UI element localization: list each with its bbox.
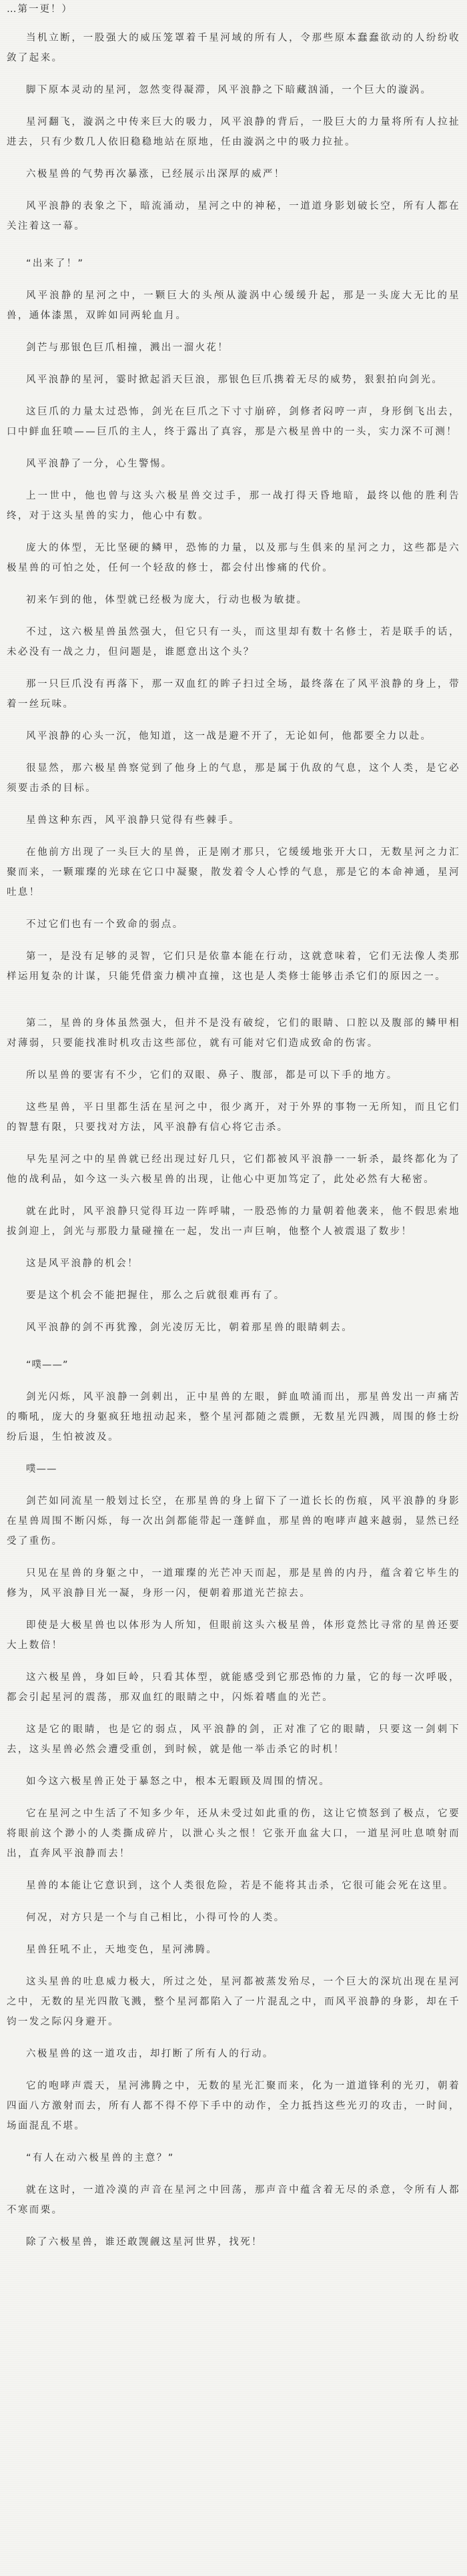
paragraph: 何况，对方只是一个与自己相比，小得可怜的人类。 (26, 1912, 286, 1923)
paragraph: “有人在动六极星兽的主意？” (26, 2153, 175, 2163)
paragraph: 在他前方出现了一头巨大的星兽，正是刚才那只，它缓缓地张开大口，无数星河之力汇聚而来，一颗璀璨的光球在它口中凝聚，散发着令人心悸的气息，那是它的本命神通，星河吐息！ (7, 847, 460, 898)
paragraph: 它的咆哮声震天，星河沸腾之中，无数的星光汇聚而来，化为一道道锋利的光刃，朝着四面八方激射而去，所有人都不得不停下手中的动作，全力抵挡这些光刃的攻击，一时间，场面混乱不堪。 (7, 2081, 460, 2131)
paragraph: 星兽的本能让它意识到，这个人类很危险，若是不能将其击杀，它很可能会死在这里。 (26, 1880, 455, 1891)
paragraph: 脚下原本灵动的星河，忽然变得凝滞，风平浪静之下暗藏汹涌，一个巨大的漩涡。 (26, 85, 432, 95)
paragraph: 它在星河之中生活了不知多少年，还从未受过如此重的伤，这让它愤怒到了极点，它要将眼前这个渺小的人类撕成碎片，以泄心头之恨！它张开血盆大口，一道星河吐息喷射而出，直奔风平浪静而去！ (7, 1808, 460, 1859)
paragraph: 六极星兽的气势再次暴涨，已经展示出深厚的威严！ (26, 169, 286, 180)
paragraph: 剑芒与那银色巨爪相撞，溅出一溜火花！ (26, 342, 229, 353)
chapter-update-header: …第一更！） (7, 4, 73, 15)
paragraph: 就在此时，风平浪静只觉得耳边一阵呼啸，一股恐怖的力量朝着他袭来，他不假思索地拔剑迎上，剑光与那股力量碰撞在一起，发出一声巨响，他整个人被震退了数步！ (7, 1206, 460, 1237)
paragraph: 噗—— (26, 1464, 57, 1475)
paragraph: 这头星兽的吐息威力极大，所过之处，星河都被蒸发殆尽，一个巨大的深坑出现在星河之中，无数的星光四散飞溅，整个星河都陷入了一片混乱之中，而风平浪静的身影，却在千钧一发之际闪身避开。 (7, 1977, 460, 2027)
paragraph: 剑芒如同流星一般划过长空，在那星兽的身上留下了一道长长的伤痕，风平浪静的身影在星兽周围不断闪烁，每一次出剑都能带起一蓬鲜血，那星兽的咆哮声越来越弱，显然已经受了重伤。 (7, 1496, 460, 1547)
paragraph: 庞大的体型，无比坚硬的鳞甲，恐怖的力量，以及那与生俱来的星河之力，这些都是六极星兽的可怕之处，任何一个轻敌的修士，都会付出惨痛的代价。 (7, 543, 460, 573)
paragraph: 风平浪静的星河，霎时掀起滔天巨浪，那银色巨爪携着无尽的威势，狠狠拍向剑光。 (26, 374, 444, 385)
paragraph: 早先星河之中的星兽就已经出现过好几只，它们都被风平浪静一一斩杀，最终都化为了他的战利品，如今这一头六极星兽的出现，让他心中更加笃定了，此处必然有大秘密。 (7, 1154, 460, 1185)
paragraph: 如今这六极星兽正处于暴怒之中，根本无暇顾及周围的情况。 (26, 1776, 331, 1787)
paragraph: 不过，这六极星兽虽然强大，但它只有一头，而这里却有数十名修士，若是联手的话，未必没有一战之力，但问题是，谁愿意出这个头？ (7, 627, 460, 658)
paragraph: 风平浪静的表象之下，暗流涌动，星河之中的神秘，一道道身影划破长空，所有人都在关注着这一幕。 (7, 201, 460, 232)
paragraph: 即使是大极星兽也以体形为人所知，但眼前这头六极星兽，体形竟然比寻常的星兽还要大上数倍！ (7, 1620, 460, 1651)
paragraph: 这是风平浪静的机会！ (26, 1258, 139, 1269)
paragraph: 初来乍到的他，体型就已经极为庞大，行动也极为敏捷。 (26, 595, 308, 605)
paragraph: 要是这个机会不能把握住，那么之后就很难再有了。 (26, 1290, 286, 1301)
paragraph: 所以星兽的要害有不少，它们的双眼、鼻子、腹部，都是可以下手的地方。 (26, 1070, 398, 1081)
paragraph: 当机立断，一股强大的威压笼罩着千星河域的所有人，令那些原本蠢蠢欲动的人纷纷收敛了起来。 (7, 33, 460, 63)
paragraph: 那一只巨爪没有再落下，那一双血红的眸子扫过全场，最终落在了风平浪静的身上，带着一丝玩味。 (7, 679, 460, 710)
paragraph: 星兽这种东西，风平浪静只觉得有些棘手。 (26, 815, 241, 826)
paragraph: 第一，是没有足够的灵智，它们只是依靠本能在行动，这就意味着，它们无法像人类那样运用复杂的计谋，只能凭借蛮力横冲直撞，这也是人类修士能够击杀它们的原因之一。 (7, 951, 460, 982)
paragraph: 这些星兽，平日里都生活在星河之中，很少离开，对于外界的事物一无所知，而且它们的智慧有限，只要找对方法，风平浪静有信心将它击杀。 (7, 1102, 460, 1133)
paragraph: 星兽狂吼不止，天地变色，星河沸腾。 (26, 1945, 218, 1955)
paragraph: 除了六极星兽，谁还敢觊觎这星河世界，找死！ (26, 2237, 263, 2248)
paragraph: 很显然，那六极星兽察觉到了他身上的气息，那是属于仇敌的气息，这个人类，是它必须要击杀的目标。 (7, 763, 460, 794)
paragraph: 上一世中，他也曾与这头六极星兽交过手，那一战打得天昏地暗，最终以他的胜利告终，对于这头星兽的实力，他心中有数。 (7, 491, 460, 521)
paragraph: 六极星兽的这一道攻击，却打断了所有人的行动。 (26, 2049, 274, 2059)
paragraph: 这六极星兽，身如巨岭，只看其体型，就能感受到它那恐怖的力量，它的每一次呼吸，都会引起星河的震荡，那双血红的眼睛之中，闪烁着嗜血的光芒。 (7, 1672, 460, 1703)
paragraph: 只见在星兽的身躯之中，一道璀璨的光芒冲天而起，那是星兽的内丹，蕴含着它毕生的修为，风平浪静目光一凝，身形一闪，便朝着那道光芒掠去。 (7, 1568, 460, 1599)
paragraph: 风平浪静的剑不再犹豫，剑光凌厉无比，朝着那星兽的眼睛刺去。 (26, 1322, 354, 1333)
paragraph: 剑光闪烁，风平浪静一剑刺出，正中星兽的左眼，鲜血喷涌而出，那星兽发出一声痛苦的嘶吼，庞大的身躯疯狂地扭动起来，整个星河都随之震颤，无数星光四溅，周围的修士纷纷后退，生怕被波及。 (7, 1392, 460, 1443)
paragraph: 这是它的眼睛，也是它的弱点，风平浪静的剑，正对准了它的眼睛，只要这一剑刺下去，这头星兽必然会遭受重创，到时候，就是他一举击杀它的时机！ (7, 1724, 460, 1755)
paragraph: 不过它们也有一个致命的弱点。 (26, 919, 184, 930)
paragraph: 风平浪静了一分，心生警惕。 (26, 459, 173, 469)
paragraph: “出来了！” (26, 258, 85, 269)
paragraph: 风平浪静的星河之中，一颗巨大的头颅从漩涡中心缓缓升起，那是一头庞大无比的星兽，通体漆黑，双眸如同两轮血月。 (7, 290, 460, 321)
paragraph: 就在这时，一道冷漠的声音在星河之中回荡，那声音中蕴含着无尽的杀意，令所有人都不寒而栗。 (7, 2185, 460, 2216)
paragraph: 第二，星兽的身体虽然强大，但并不是没有破绽，它们的眼睛、口腔以及腹部的鳞甲相对薄弱，只要能找准时机攻击这些部位，就有可能对它们造成致命的伤害。 (7, 1018, 460, 1049)
paragraph: 这巨爪的力量太过恐怖，剑光在巨爪之下寸寸崩碎，剑修者闷哼一声，身形倒飞出去，口中鲜血狂喷——巨爪的主人，终于露出了真容，那是六极星兽中的一头，实力深不可测！ (7, 407, 460, 437)
paragraph: 星河翻飞，漩涡之中传来巨大的吸力，风平浪静的背后，一股巨大的力量将所有人拉扯进去，只有少数几人依旧稳稳地站在原地，任由漩涡之中的吸力拉扯。 (7, 117, 460, 148)
paragraph: 风平浪静的心头一沉，他知道，这一战是避不开了，无论如何，他都要全力以赴。 (26, 731, 432, 742)
paragraph: “噗——” (26, 1360, 69, 1370)
